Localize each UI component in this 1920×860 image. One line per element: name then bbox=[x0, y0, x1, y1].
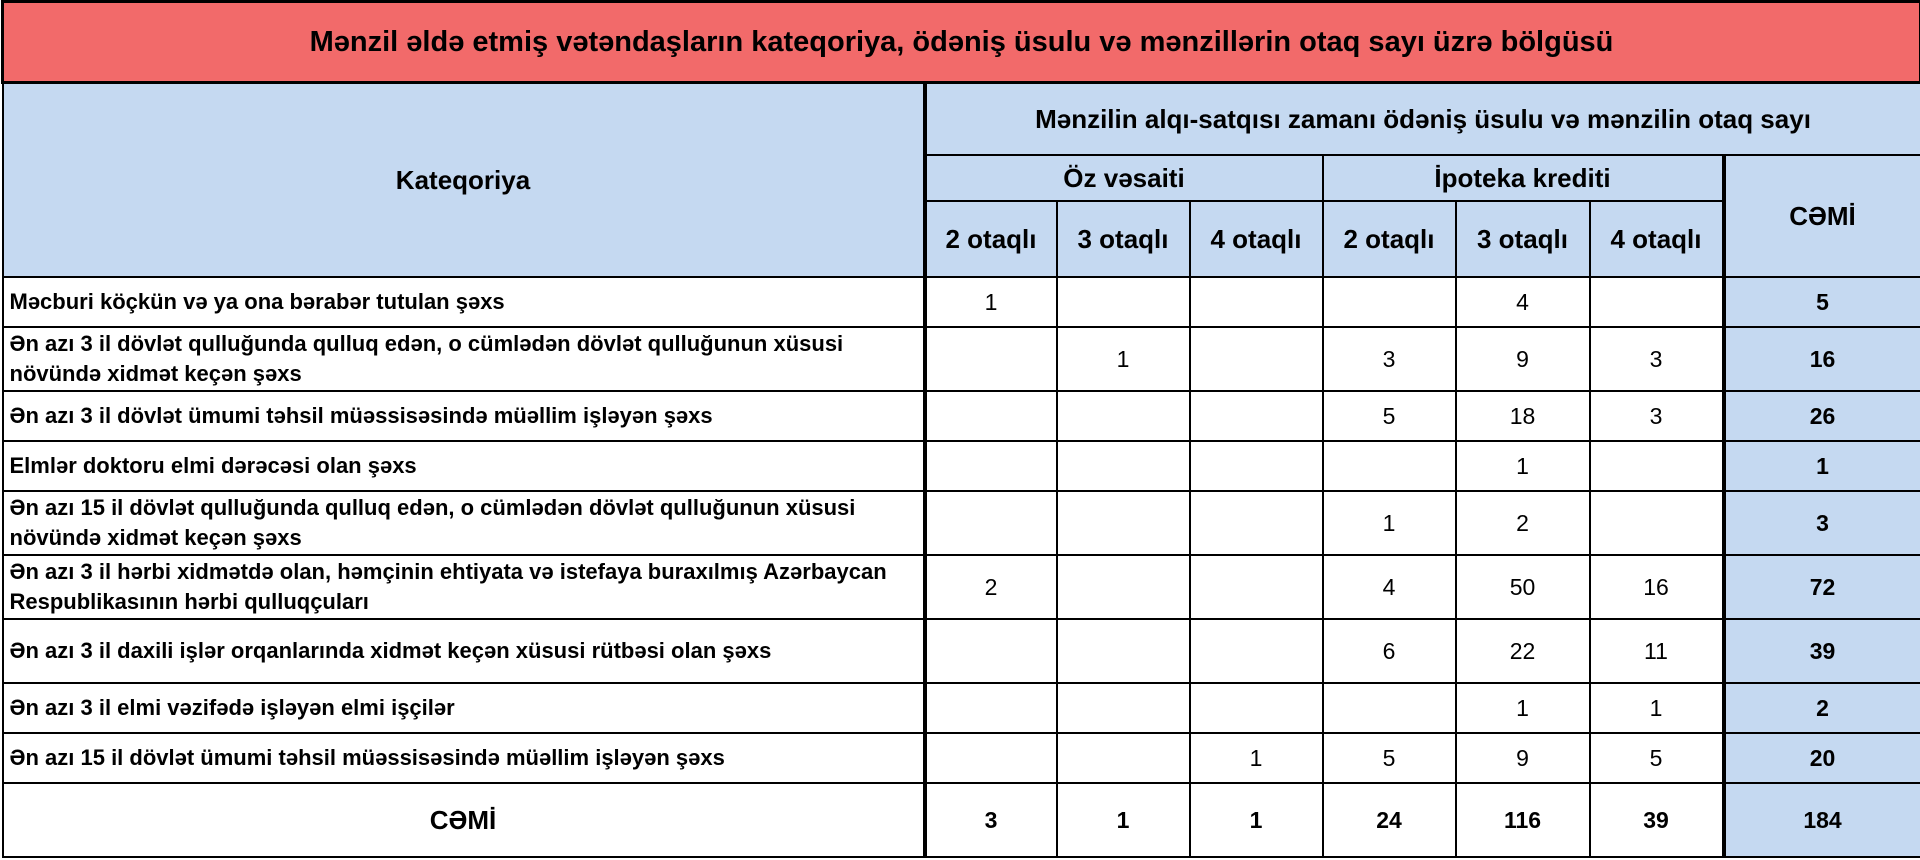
data-table bbox=[1, 0, 1920, 858]
value-cell: 22 bbox=[1456, 619, 1590, 683]
header-sub-col: 3 otaqlı bbox=[1057, 201, 1190, 277]
value-cell: 4 bbox=[1323, 555, 1456, 619]
row-total-cell: 26 bbox=[1724, 391, 1920, 441]
grand-total-cell: 184 bbox=[1724, 783, 1920, 857]
value-cell bbox=[925, 683, 1057, 733]
footer-value-cell: 116 bbox=[1456, 783, 1590, 857]
table-row bbox=[3, 327, 1920, 391]
value-cell bbox=[1190, 619, 1323, 683]
value-cell bbox=[925, 733, 1057, 783]
value-cell bbox=[925, 441, 1057, 491]
value-cell bbox=[1190, 491, 1323, 555]
table-row bbox=[3, 733, 1920, 783]
value-cell: 3 bbox=[1590, 391, 1724, 441]
value-cell bbox=[1590, 441, 1724, 491]
value-cell: 16 bbox=[1590, 555, 1724, 619]
value-cell: 1 bbox=[1456, 441, 1590, 491]
value-cell bbox=[1323, 441, 1456, 491]
value-cell bbox=[1190, 555, 1323, 619]
title-row bbox=[3, 2, 1920, 83]
table-row bbox=[3, 441, 1920, 491]
table-title: Mənzil əldə etmiş vətəndaşların kateqoriya, ödəniş üsulu və mənzillərin otaq sayı üzrə bölgüsü bbox=[3, 2, 1920, 83]
value-cell: 9 bbox=[1456, 327, 1590, 391]
row-category-label: Ən azı 3 il daxili işlər orqanlarında xidmət keçən xüsusi rütbəsi olan şəxs bbox=[3, 619, 925, 683]
footer-value-cell: 1 bbox=[1190, 783, 1323, 857]
footer-value-cell: 3 bbox=[925, 783, 1057, 857]
header-main: Mənzilin alqı-satqısı zamanı ödəniş üsulu və mənzilin otaq sayı bbox=[925, 83, 1920, 156]
row-category-label: Məcburi köçkün və ya ona bərabər tutulan şəxs bbox=[3, 277, 925, 327]
value-cell bbox=[1057, 733, 1190, 783]
value-cell bbox=[1590, 277, 1724, 327]
value-cell bbox=[1590, 491, 1724, 555]
value-cell: 11 bbox=[1590, 619, 1724, 683]
header-category: Kateqoriya bbox=[3, 83, 925, 278]
footer-value-cell: 39 bbox=[1590, 783, 1724, 857]
value-cell bbox=[1057, 441, 1190, 491]
table-row bbox=[3, 555, 1920, 619]
value-cell: 5 bbox=[1323, 733, 1456, 783]
value-cell bbox=[1057, 555, 1190, 619]
value-cell: 2 bbox=[1456, 491, 1590, 555]
value-cell: 5 bbox=[1590, 733, 1724, 783]
row-category-label: Ən azı 3 il dövlət qulluğunda qulluq edən, o cümlədən dövlət qulluğunun xüsusi növündə xidmət keçən şəxs bbox=[3, 327, 925, 391]
header-row-main bbox=[3, 83, 1920, 156]
row-category-label: Ən azı 15 il dövlət qulluğunda qulluq edən, o cümlədən dövlət qulluğunun xüsusi növündə xidmət keçən şəxs bbox=[3, 491, 925, 555]
table-row bbox=[3, 391, 1920, 441]
row-total-cell: 16 bbox=[1724, 327, 1920, 391]
row-total-cell: 20 bbox=[1724, 733, 1920, 783]
value-cell: 50 bbox=[1456, 555, 1590, 619]
value-cell bbox=[1323, 683, 1456, 733]
table-row bbox=[3, 491, 1920, 555]
row-total-cell: 72 bbox=[1724, 555, 1920, 619]
value-cell: 9 bbox=[1456, 733, 1590, 783]
value-cell bbox=[1190, 391, 1323, 441]
footer-total-label: CƏMİ bbox=[3, 783, 925, 857]
value-cell bbox=[925, 327, 1057, 391]
row-category-label: Elmlər doktoru elmi dərəcəsi olan şəxs bbox=[3, 441, 925, 491]
footer-total-row bbox=[3, 783, 1920, 857]
value-cell: 1 bbox=[1057, 327, 1190, 391]
value-cell bbox=[1190, 277, 1323, 327]
row-total-cell: 5 bbox=[1724, 277, 1920, 327]
value-cell: 3 bbox=[1323, 327, 1456, 391]
value-cell bbox=[1190, 441, 1323, 491]
table-row bbox=[3, 619, 1920, 683]
value-cell: 6 bbox=[1323, 619, 1456, 683]
value-cell: 5 bbox=[1323, 391, 1456, 441]
value-cell: 1 bbox=[1456, 683, 1590, 733]
value-cell: 18 bbox=[1456, 391, 1590, 441]
header-sub-col: 2 otaqlı bbox=[925, 201, 1057, 277]
value-cell bbox=[925, 491, 1057, 555]
value-cell: 1 bbox=[1323, 491, 1456, 555]
row-category-label: Ən azı 15 il dövlət ümumi təhsil müəssisəsində müəllim işləyən şəxs bbox=[3, 733, 925, 783]
value-cell: 1 bbox=[1590, 683, 1724, 733]
header-total: CƏMİ bbox=[1724, 155, 1920, 277]
value-cell bbox=[1190, 683, 1323, 733]
value-cell: 1 bbox=[925, 277, 1057, 327]
table-row bbox=[3, 683, 1920, 733]
value-cell bbox=[1057, 391, 1190, 441]
value-cell: 4 bbox=[1456, 277, 1590, 327]
footer-value-cell: 24 bbox=[1323, 783, 1456, 857]
row-total-cell: 3 bbox=[1724, 491, 1920, 555]
header-sub-col: 2 otaqlı bbox=[1323, 201, 1456, 277]
value-cell bbox=[925, 391, 1057, 441]
row-category-label: Ən azı 3 il dövlət ümumi təhsil müəssisəsində müəllim işləyən şəxs bbox=[3, 391, 925, 441]
value-cell: 2 bbox=[925, 555, 1057, 619]
row-total-cell: 1 bbox=[1724, 441, 1920, 491]
row-total-cell: 2 bbox=[1724, 683, 1920, 733]
header-group-own-funds: Öz vəsaiti bbox=[925, 155, 1323, 201]
header-sub-col: 4 otaqlı bbox=[1190, 201, 1323, 277]
value-cell bbox=[1057, 683, 1190, 733]
value-cell bbox=[1057, 491, 1190, 555]
header-sub-col: 3 otaqlı bbox=[1456, 201, 1590, 277]
row-category-label: Ən azı 3 il elmi vəzifədə işləyən elmi işçilər bbox=[3, 683, 925, 733]
header-group-mortgage: İpoteka krediti bbox=[1323, 155, 1724, 201]
value-cell bbox=[1190, 327, 1323, 391]
row-total-cell: 39 bbox=[1724, 619, 1920, 683]
value-cell: 1 bbox=[1190, 733, 1323, 783]
header-sub-col: 4 otaqlı bbox=[1590, 201, 1724, 277]
value-cell bbox=[1057, 277, 1190, 327]
table-row bbox=[3, 277, 1920, 327]
value-cell bbox=[925, 619, 1057, 683]
row-category-label: Ən azı 3 il hərbi xidmətdə olan, həmçinin ehtiyata və istefaya buraxılmış Azərbaycan Respublikasının hərbi qulluqçuları bbox=[3, 555, 925, 619]
footer-value-cell: 1 bbox=[1057, 783, 1190, 857]
value-cell: 3 bbox=[1590, 327, 1724, 391]
value-cell bbox=[1323, 277, 1456, 327]
value-cell bbox=[1057, 619, 1190, 683]
